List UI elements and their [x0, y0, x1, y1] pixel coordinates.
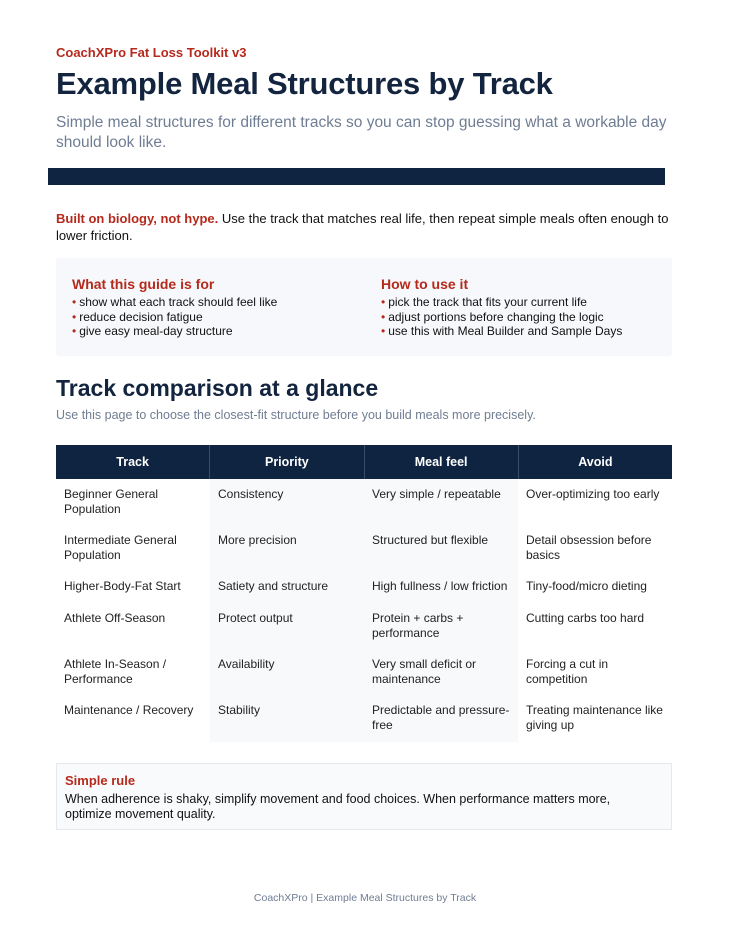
list-item: [72, 310, 277, 325]
table-cell: Detail obsession before basics: [526, 533, 652, 562]
table-cell: Cutting carbs too hard: [526, 611, 645, 625]
table-cell: Satiety and structure: [210, 572, 364, 604]
table-cell: Beginner General Population: [64, 487, 159, 516]
table-cell: Maintenance / Recovery: [64, 703, 194, 717]
list-item-text: reduce decision fatigue: [79, 309, 203, 324]
bullet-icon: •: [381, 324, 386, 339]
table-cell: Very simple / repeatable: [364, 479, 518, 525]
page-title: Example Meal Structures by Track: [56, 66, 553, 101]
table-cell: Treating maintenance like giving up: [526, 703, 663, 732]
guide-purpose-heading: What this guide is for: [72, 276, 215, 292]
bullet-icon: •: [381, 295, 386, 309]
simple-rule-heading: Simple rule: [65, 773, 136, 788]
comparison-subheading: Use this page to choose the closest-fit structure before you build meals more precisely.: [56, 408, 536, 422]
table-cell: Stability: [210, 696, 364, 742]
column-header-avoid: Avoid: [578, 455, 613, 469]
table-cell: Protect output: [210, 604, 364, 650]
table-row: [56, 572, 672, 604]
table-cell: High fullness / low friction: [364, 572, 518, 604]
bullet-icon: •: [72, 309, 77, 324]
bullet-icon: •: [381, 309, 386, 324]
list-item: [381, 295, 622, 310]
page-subtitle: Simple meal structures for different tracks so you can stop guessing what a workable day should look like.: [56, 114, 667, 151]
table-row: [56, 525, 672, 572]
list-item-text: use this with Meal Builder and Sample Days: [388, 324, 623, 339]
document-kicker: CoachXPro Fat Loss Toolkit v3: [56, 45, 247, 60]
table-row: [56, 479, 672, 525]
table-cell: Availability: [210, 650, 364, 696]
table-row: [56, 650, 672, 696]
comparison-heading: Track comparison at a glance: [56, 375, 379, 401]
table-cell: Very small deficit or maintenance: [364, 650, 518, 696]
list-item-text: pick the track that fits your current life: [388, 295, 587, 309]
table-cell: Structured but flexible: [364, 525, 518, 572]
page-footer: CoachXPro | Example Meal Structures by Track: [253, 892, 477, 904]
table-cell: Intermediate General Population: [64, 533, 177, 562]
table-cell: Predictable and pressure-free: [364, 696, 518, 742]
list-item-text: adjust portions before changing the logic: [388, 309, 604, 324]
guide-purpose-list: [72, 295, 277, 339]
column-header-meal-feel: Meal feel: [365, 445, 519, 479]
guide-usage-column: [381, 276, 622, 339]
bullet-icon: •: [72, 324, 77, 339]
column-header-priority: Priority: [210, 445, 364, 479]
table-cell: Tiny-food/micro dieting: [526, 579, 647, 593]
list-item: [381, 324, 622, 339]
list-item: [72, 295, 277, 310]
table-cell: Forcing a cut in competition: [526, 657, 609, 686]
intro-body: Use the track that matches real life, then repeat simple meals often enough to lower friction.: [56, 211, 669, 243]
guide-usage-list: [381, 295, 622, 339]
intro-lead: Built on biology, not hype.: [56, 211, 219, 226]
comparison-table: [56, 445, 672, 742]
simple-rule-body: When adherence is shaky, simplify movement and food choices. When performance matters more, optimize movement quality.: [65, 792, 611, 821]
column-header-track: Track: [56, 445, 210, 479]
table-cell: Over-optimizing too early: [526, 487, 660, 501]
table-row: [56, 696, 672, 742]
list-item-text: show what each track should feel like: [79, 295, 278, 309]
list-item: [381, 310, 622, 325]
table-cell: Athlete Off-Season: [64, 611, 166, 625]
table-row: [56, 604, 672, 650]
guide-purpose-column: [72, 276, 277, 339]
table-cell: Protein + carbs + performance: [364, 604, 518, 650]
header-divider-bar: [48, 168, 665, 185]
intro-paragraph: [56, 210, 676, 244]
guide-panel: [56, 258, 672, 356]
simple-rule-callout: [56, 763, 672, 830]
table-header: [56, 445, 672, 479]
list-item-text: give easy meal-day structure: [79, 324, 233, 339]
bullet-icon: •: [72, 295, 77, 309]
table-cell: Athlete In-Season / Performance: [64, 657, 167, 686]
guide-usage-heading: How to use it: [381, 276, 469, 292]
table-cell: More precision: [210, 525, 364, 572]
table-cell: Consistency: [210, 479, 364, 525]
list-item: [72, 324, 277, 339]
table-cell: Higher-Body-Fat Start: [64, 579, 181, 593]
